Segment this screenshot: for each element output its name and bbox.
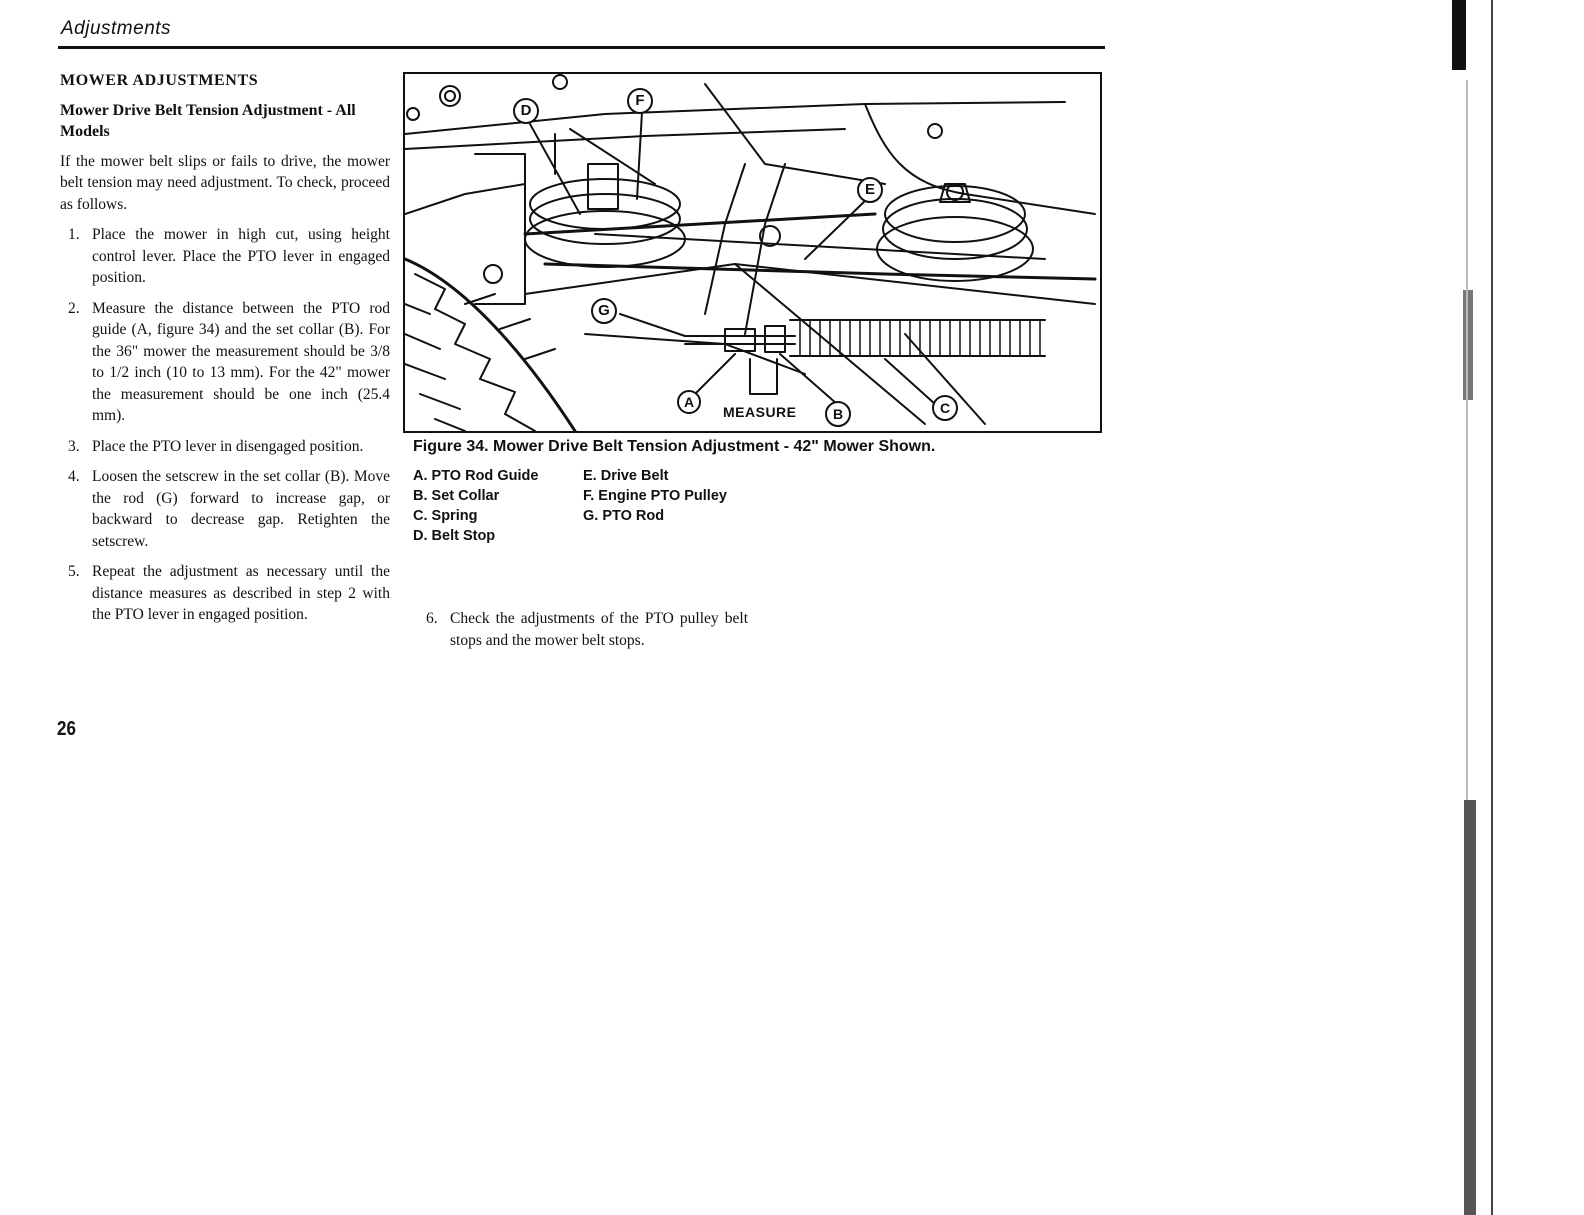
- step-text: Measure the distance between the PTO rod guide (A, figure 34) and the set collar (B). For the 36" mower the measurement should be 3/8 to 1/2 inch (10 to 13 mm). For the 42" mower the measurement should be one inch (25.4 mm).: [92, 299, 390, 424]
- pto-rod-and-spring: [685, 320, 1045, 356]
- scan-shadow: [1464, 800, 1476, 1215]
- step-item: [60, 466, 390, 552]
- mower-drive-belt-drawing: [405, 74, 1100, 431]
- step-number: 1.: [68, 226, 80, 243]
- left-column: [60, 70, 390, 635]
- callout-c: C: [932, 395, 958, 421]
- step-6: [426, 608, 748, 651]
- legend-item: B. Set Collar: [413, 488, 500, 504]
- page-edge-line: [1491, 0, 1493, 1215]
- section-title: MOWER ADJUSTMENTS: [60, 72, 259, 89]
- legend-item: F. Engine PTO Pulley: [583, 488, 727, 504]
- binding-edge-mark: [1452, 0, 1466, 70]
- step-number: 3.: [68, 437, 80, 455]
- measure-label: MEASURE: [723, 404, 797, 420]
- legend-column-left: [413, 466, 538, 546]
- step-item: [60, 561, 390, 626]
- step-text: Place the mower in high cut, using height control lever. Place the PTO lever in engaged position.: [92, 226, 390, 286]
- scan-shadow: [1463, 290, 1473, 400]
- callout-e: E: [857, 177, 883, 203]
- steps-list: [60, 224, 390, 626]
- figure-caption: Figure 34. Mower Drive Belt Tension Adjustment - 42" Mower Shown.: [413, 438, 936, 455]
- header-rule: [58, 46, 1105, 49]
- intro-paragraph: If the mower belt slips or fails to drive, the mower belt tension may need adjustment. To check, proceed as follows.: [60, 152, 390, 213]
- callout-g: G: [591, 298, 617, 324]
- tire-tread: [405, 259, 575, 431]
- step-number: 2.: [68, 299, 80, 317]
- figure-34-illustration: [403, 72, 1102, 433]
- callout-b: B: [825, 401, 851, 427]
- step-item: [60, 436, 390, 458]
- engine-pto-pulley: [525, 129, 685, 267]
- step-number: 5.: [68, 563, 80, 580]
- step-number: 4.: [68, 468, 80, 485]
- legend-item: A. PTO Rod Guide: [413, 468, 539, 484]
- step-text: Check the adjustments of the PTO pulley belt stops and the mower belt stops.: [450, 610, 748, 649]
- step-item: [60, 224, 390, 289]
- callout-f: F: [627, 88, 653, 114]
- legend-column-right: [583, 466, 727, 526]
- deck-pulley: [877, 184, 1033, 281]
- callout-a: A: [677, 390, 701, 414]
- page-number: 26: [57, 718, 76, 740]
- step-text: Loosen the setscrew in the set collar (B). Move the rod (G) forward to increase gap, or backward to decrease gap. Retighten the setscrew.: [92, 468, 390, 550]
- callout-d: D: [513, 98, 539, 124]
- step-item: [60, 298, 390, 427]
- step-text: Place the PTO lever in disengaged position.: [92, 437, 364, 455]
- legend-item: G. PTO Rod: [583, 508, 665, 524]
- scan-shadow: [1466, 80, 1468, 800]
- legend-item: D. Belt Stop: [413, 528, 496, 544]
- running-header: Adjustments: [61, 18, 172, 39]
- step-number: 6.: [426, 610, 438, 627]
- step-text: Repeat the adjustment as necessary until the distance measures as described in step 2 with the PTO lever in engaged position.: [92, 563, 390, 623]
- legend-item: E. Drive Belt: [583, 468, 669, 484]
- legend-item: C. Spring: [413, 508, 478, 524]
- subsection-title: Mower Drive Belt Tension Adjustment - All Models: [60, 101, 356, 140]
